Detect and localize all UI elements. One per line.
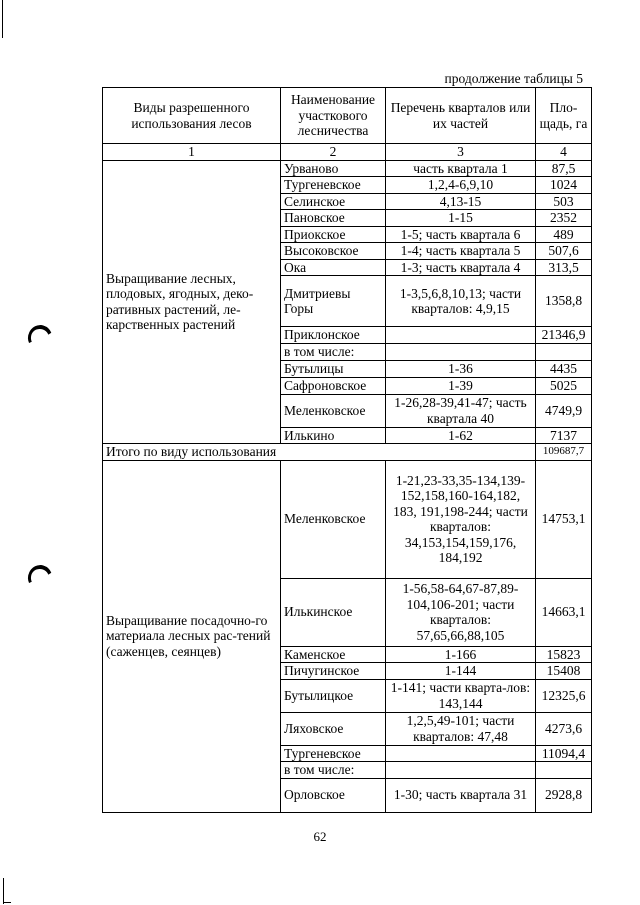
forestry-cell: Приокское <box>281 226 386 243</box>
blocks-cell: 1-4; часть квартала 5 <box>386 243 536 260</box>
blocks-cell: часть квартала 1 <box>386 160 536 177</box>
forestry-cell: в том числе: <box>281 762 386 779</box>
area-cell: 503 <box>536 193 592 210</box>
forestry-cell: Бутылицкое <box>281 679 386 712</box>
area-cell: 14753,1 <box>536 460 592 578</box>
column-number: 2 <box>281 144 386 161</box>
forestry-cell: Каменское <box>281 646 386 663</box>
forestry-cell: Ляховское <box>281 712 386 745</box>
blocks-cell: 1-3,5,6,8,10,13; части кварталов: 4,9,15 <box>386 276 536 327</box>
area-cell: 4435 <box>536 360 592 377</box>
forestry-cell: Дмитриевы Горы <box>281 276 386 327</box>
area-cell <box>536 762 592 779</box>
area-cell: 313,5 <box>536 259 592 276</box>
scan-artifact-line <box>2 0 3 38</box>
forestry-cell: Сафроновское <box>281 377 386 394</box>
blocks-cell: 1,2,5,49-101; части кварталов: 47,48 <box>386 712 536 745</box>
total-row <box>103 444 592 461</box>
area-cell: 21346,9 <box>536 327 592 344</box>
area-cell: 87,5 <box>536 160 592 177</box>
use-type-cell: Выращивание посадочно-го материала лесных рас-тений (саженцев, сеянцев) <box>103 460 281 812</box>
page-number: 62 <box>313 829 327 844</box>
use-type-cell: Выращивание лесных, плодовых, ягодных, деко-ративных растений, ле-карственных растений <box>103 160 281 444</box>
table-header-row <box>103 88 592 144</box>
blocks-cell <box>386 344 536 361</box>
forestry-cell: Ока <box>281 259 386 276</box>
blocks-cell: 1-3; часть квартала 4 <box>386 259 536 276</box>
blocks-cell <box>386 327 536 344</box>
total-value: 109687,7 <box>536 444 592 461</box>
column-number: 1 <box>103 144 281 161</box>
area-cell: 15823 <box>536 646 592 663</box>
area-cell: 4273,6 <box>536 712 592 745</box>
table-row <box>103 460 592 578</box>
area-cell: 11094,4 <box>536 745 592 762</box>
blocks-cell: 1-36 <box>386 360 536 377</box>
forestry-cell: Селинское <box>281 193 386 210</box>
area-cell: 4749,9 <box>536 394 592 427</box>
scan-artifact-mark <box>24 322 55 354</box>
forestry-cell: Пичугинское <box>281 663 386 680</box>
area-cell: 7137 <box>536 427 592 444</box>
table-row <box>103 160 592 177</box>
area-cell: 2352 <box>536 210 592 227</box>
column-number-row <box>103 144 592 161</box>
blocks-cell: 1-26,28-39,41-47; часть квартала 40 <box>386 394 536 427</box>
header-area: Пло-щадь, га <box>536 88 592 144</box>
forestry-cell: Пановское <box>281 210 386 227</box>
header-blocks: Перечень кварталов или их частей <box>386 88 536 144</box>
area-cell: 1358,8 <box>536 276 592 327</box>
forestry-cell: Высоковское <box>281 243 386 260</box>
forestry-cell: Илькино <box>281 427 386 444</box>
forestry-cell: Меленковское <box>281 394 386 427</box>
blocks-cell: 4,13-15 <box>386 193 536 210</box>
header-use-type: Виды разрешенного использования лесов <box>103 88 281 144</box>
blocks-cell: 1-15 <box>386 210 536 227</box>
blocks-cell: 1-5; часть квартала 6 <box>386 226 536 243</box>
area-cell: 489 <box>536 226 592 243</box>
forestry-cell: Тургеневское <box>281 177 386 194</box>
total-label: Итого по виду использования <box>103 444 536 461</box>
forestry-cell: Меленковское <box>281 460 386 578</box>
forestry-cell: Илькинское <box>281 578 386 646</box>
scan-artifact-line <box>3 902 11 903</box>
blocks-cell: 1-21,23-33,35-134,139-152,158,160-164,182, 183, 191,198-244; части кварталов: 34,153,154,159,176, 184,192 <box>386 460 536 578</box>
table-continuation-label: продолжение таблицы 5 <box>444 71 583 86</box>
area-cell: 2928,8 <box>536 778 592 812</box>
blocks-cell: 1-56,58-64,67-87,89-104,106-201; части кварталов: 57,65,66,88,105 <box>386 578 536 646</box>
blocks-cell <box>386 762 536 779</box>
area-cell: 5025 <box>536 377 592 394</box>
column-number: 3 <box>386 144 536 161</box>
blocks-cell <box>386 745 536 762</box>
area-cell: 12325,6 <box>536 679 592 712</box>
header-forestry: Наименование участкового лесничества <box>281 88 386 144</box>
area-cell: 507,6 <box>536 243 592 260</box>
scan-artifact-mark <box>24 562 55 594</box>
area-cell: 14663,1 <box>536 578 592 646</box>
scan-artifact-line <box>3 878 4 904</box>
blocks-cell: 1-144 <box>386 663 536 680</box>
blocks-cell: 1-39 <box>386 377 536 394</box>
blocks-cell: 1,2,4-6,9,10 <box>386 177 536 194</box>
blocks-cell: 1-62 <box>386 427 536 444</box>
blocks-cell: 1-30; часть квартала 31 <box>386 778 536 812</box>
forest-use-table <box>102 87 592 813</box>
forestry-cell: Орловское <box>281 778 386 812</box>
forestry-cell: Приклонское <box>281 327 386 344</box>
forestry-cell: Бутылицы <box>281 360 386 377</box>
forestry-cell: в том числе: <box>281 344 386 361</box>
blocks-cell: 1-141; части кварта-лов: 143,144 <box>386 679 536 712</box>
forestry-cell: Урваново <box>281 160 386 177</box>
area-cell: 15408 <box>536 663 592 680</box>
area-cell: 1024 <box>536 177 592 194</box>
column-number: 4 <box>536 144 592 161</box>
forestry-cell: Тургеневское <box>281 745 386 762</box>
area-cell <box>536 344 592 361</box>
blocks-cell: 1-166 <box>386 646 536 663</box>
